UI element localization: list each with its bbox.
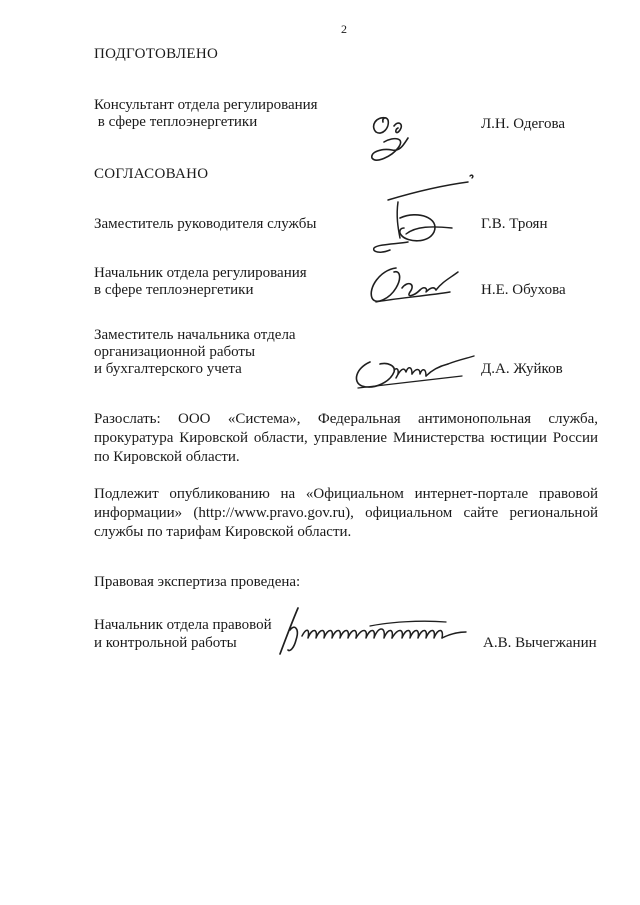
publication-paragraph [94, 485, 598, 542]
signatory-3-name: Д.А. Жуйков [481, 361, 563, 377]
signature-odegova [364, 108, 424, 172]
legal-review-statement: Правовая экспертиза проведена: [94, 574, 301, 590]
legal-review-position-line-2: и контрольной работы [94, 635, 237, 651]
approved-heading: СОГЛАСОВАНО [94, 166, 209, 182]
legal-review-name: А.В. Вычегжанин [483, 635, 597, 651]
page-number: 2 [341, 22, 347, 36]
prepared-name: Л.Н. Одегова [481, 116, 566, 132]
prepared-position-line-1: Консультант отдела регулирования [94, 97, 318, 113]
distribution-paragraph [94, 410, 598, 467]
prepared-heading: ПОДГОТОВЛЕНО [94, 46, 219, 62]
signatory-3-position-line-1: Заместитель начальника отдела [94, 327, 296, 343]
publication-text: Подлежит опубликованию на «Официальном интернет-портале правовой информации» (http://www.pravo.gov.ru), официальном сайте региональной службы по тарифам Кировской области. [94, 486, 598, 540]
signatory-3-position-line-2: организационной работы [94, 344, 256, 360]
signatory-2-position-line-1: Начальник отдела регулирования [94, 265, 307, 281]
prepared-position-line-2: в сфере теплоэнергетики [94, 114, 258, 130]
signatory-1-name: Г.В. Троян [481, 216, 548, 232]
signatory-2-name: Н.Е. Обухова [481, 282, 566, 298]
signature-vychegzhanin [270, 606, 475, 662]
signatory-2-position-line-2: в сфере теплоэнергетики [94, 282, 254, 298]
signature-obukhova [366, 258, 466, 308]
signature-troyan [368, 172, 478, 264]
signatory-3-position-line-3: и бухгалтерского учета [94, 361, 242, 377]
signature-zhuikov [350, 352, 480, 396]
signatory-1-position-line-1: Заместитель руководителя службы [94, 216, 317, 232]
legal-review-position-line-1: Начальник отдела правовой [94, 617, 272, 633]
distribution-text: Разослать: ООО «Система», Федеральная антимонопольная служба, прокуратура Кировской области, управление Министерства юстиции России по Кировской области. [94, 411, 598, 465]
